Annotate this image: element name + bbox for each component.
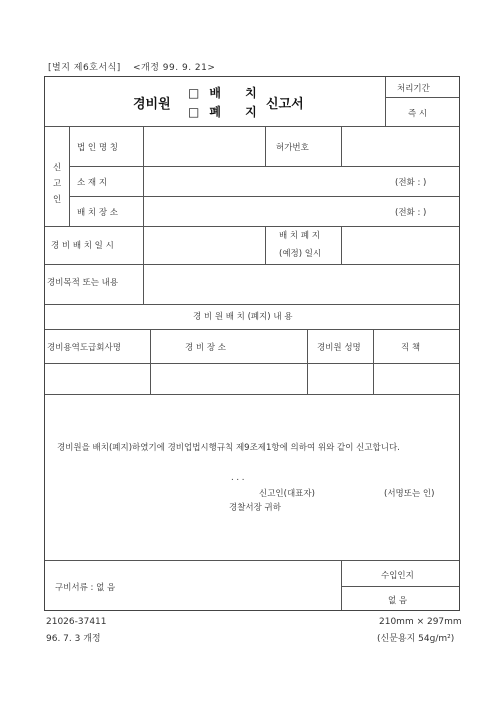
paper-size: 210mm × 297mm xyxy=(379,617,462,627)
divider xyxy=(150,329,151,394)
recipient: 경찰서장 귀하 xyxy=(229,503,281,513)
revision-date: <개정 99. 9. 21> xyxy=(133,63,216,73)
reporter-section-label-1: 신 xyxy=(53,163,62,173)
required-documents: 구비서류 : 없 음 xyxy=(55,583,116,593)
assign-date-label: 경 비 배 치 일 시 xyxy=(51,241,114,251)
divider xyxy=(341,126,342,166)
revenue-stamp-label: 수입인지 xyxy=(381,571,414,581)
divider xyxy=(143,126,144,304)
retire-date-label-2: (예정) 일시 xyxy=(279,249,322,259)
form-number: [별지 제6호서식] xyxy=(48,63,121,73)
signature-note: (서명또는 인) xyxy=(384,489,435,499)
corp-name-label: 법 인 명 칭 xyxy=(77,143,118,153)
divider xyxy=(45,329,459,330)
site-label: 배 치 장 소 xyxy=(77,208,118,218)
processing-period-label: 처리기간 xyxy=(397,84,430,94)
details-col-location: 경 비 장 소 xyxy=(185,343,226,353)
divider xyxy=(265,226,266,264)
divider xyxy=(45,560,459,561)
declaration-date[interactable]: . . . xyxy=(231,473,245,483)
divider xyxy=(385,77,386,126)
details-section-title: 경 비 원 배 치 (폐지) 내 용 xyxy=(193,312,293,322)
form-title-main: 경비원 xyxy=(133,97,171,112)
divider xyxy=(373,329,374,394)
form-code: 21026-37411 xyxy=(46,617,107,627)
retire-date-label-1: 배 치 폐 지 xyxy=(279,231,320,241)
address-label: 소 재 지 xyxy=(77,178,108,188)
permit-no-label: 허가번호 xyxy=(276,143,309,153)
details-col-position: 직 책 xyxy=(401,343,421,353)
divider xyxy=(45,363,459,364)
divider xyxy=(69,196,459,197)
purpose-label: 경비목적 또는 내용 xyxy=(47,278,119,288)
divider xyxy=(45,226,459,227)
divider xyxy=(69,166,459,167)
form-revision: 96. 7. 3 개정 xyxy=(46,634,101,644)
divider xyxy=(69,126,70,226)
site-phone[interactable]: (전화 : ) xyxy=(395,208,427,218)
divider xyxy=(341,586,459,587)
divider xyxy=(45,394,459,395)
divider xyxy=(45,264,459,265)
divider xyxy=(45,126,459,127)
divider xyxy=(341,560,342,610)
divider xyxy=(341,226,342,264)
revenue-stamp-value: 없 음 xyxy=(388,596,408,606)
processing-period-value: 즉 시 xyxy=(408,109,428,119)
reporter-signature-label: 신고인(대표자) xyxy=(259,489,315,499)
address-phone[interactable]: (전화 : ) xyxy=(395,178,427,188)
divider xyxy=(385,97,459,98)
option-retire[interactable]: □폐 지 xyxy=(188,105,267,119)
divider xyxy=(265,126,266,166)
divider xyxy=(307,329,308,394)
paper-type: (신문용지 54g/m²) xyxy=(377,634,455,644)
details-col-company: 경비용역도급회사명 xyxy=(47,343,121,353)
option-assign[interactable]: □배 치 xyxy=(188,86,267,100)
report-form xyxy=(44,76,460,611)
divider xyxy=(45,304,459,305)
form-title-report: 신고서 xyxy=(266,97,304,112)
reporter-section-label-2: 고 xyxy=(53,179,62,189)
details-col-guard-name: 경비원 성명 xyxy=(317,343,361,353)
declaration-statement: 경비원을 배치(폐지)하였기에 경비업법시행규칙 제9조제1항에 의하여 위와 같이 신고합니다. xyxy=(57,443,400,453)
reporter-section-label-3: 인 xyxy=(53,195,62,205)
